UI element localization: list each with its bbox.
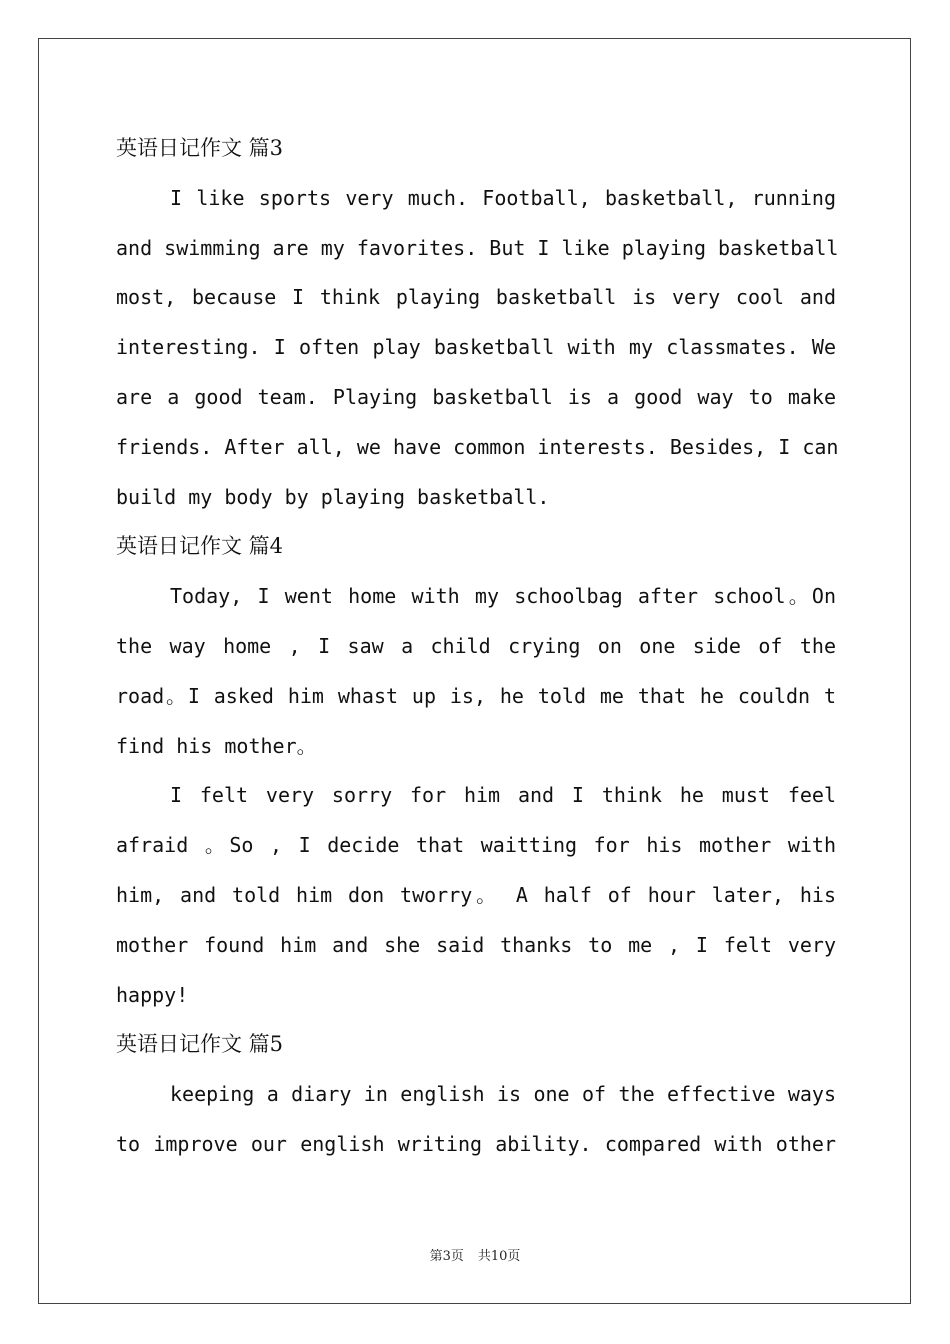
text-line: afraid 。So , I decide that waitting for his mother with [116,833,836,858]
text-line: interesting. I often play basketball with my classmates. We [116,335,836,360]
text-line: happy! [116,982,189,1007]
page-number: 第3页 [429,1249,464,1264]
text-line: build my body by playing basketball. [116,484,550,509]
document-body [116,124,839,1170]
section-heading: 英语日记作文 篇4 [116,534,284,559]
text-line: I like sports very much. Football, basketball, running [170,185,836,210]
section-heading: 英语日记作文 篇5 [116,1032,284,1057]
text-line: friends. After all, we have common interests. Besides, I can [116,434,839,459]
text-line: I felt very sorry for him and I think he must feel [170,783,836,808]
text-line: the way home , I saw a child crying on one side of the [116,633,836,658]
text-line: Today, I went home with my schoolbag after school。On [170,584,836,609]
text-line: keeping a diary in english is one of the effective ways [170,1082,836,1107]
text-line: most, because I think playing basketball is very cool and [116,285,836,310]
page-total: 共10页 [477,1249,521,1264]
section-heading: 英语日记作文 篇3 [116,136,284,160]
text-line: road。I asked him whast up is, he told me that he couldn t [116,683,836,708]
text-line: and swimming are my favorites. But I like playing basketball [116,235,839,260]
text-line: to improve our english writing ability. compared with other [116,1131,836,1156]
text-line: him, and told him don tworry。 A half of hour later, his [116,882,836,907]
page-footer [0,1245,950,1264]
text-line: are a good team. Playing basketball is a good way to make [116,384,836,409]
text-line: mother found him and she said thanks to me , I felt very [116,932,836,957]
text-line: find his mother。 [116,733,317,758]
